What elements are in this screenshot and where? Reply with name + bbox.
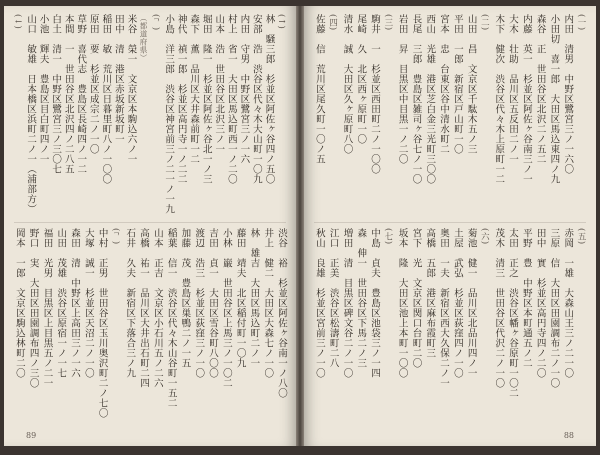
section-marker: (↑)	[276, 14, 286, 30]
directory-entry: 小林 巌 世田谷区上馬三ノ一〇二	[220, 228, 232, 388]
directory-entry: 藤田 靖夫 北区稲付町一〇九	[234, 228, 246, 368]
directory-entry: 高橋 祐一 品川区大井出石町二四	[138, 228, 150, 388]
left-page-number: 89	[26, 431, 37, 440]
directory-entry: 宮本 忠 台東区谷中清水町二	[438, 14, 450, 154]
directory-entry: 小田切 喜一郎 大田区馬込東四ノ九	[548, 14, 560, 184]
section-marker: (一)	[576, 14, 586, 31]
directory-entry: 駒井 一 杉並区西田町二ノ一〇〇	[369, 14, 381, 174]
directory-entry: 村上 省一 大田区馬込町西一ノ二〇	[225, 14, 237, 184]
directory-entry: 本間 一 世田谷区北沢四ノ二八五	[62, 14, 74, 174]
directory-entry: 神代 禎一郎 杉並区高円寺一ノ二二	[175, 14, 187, 184]
directory-entry: 渋谷 裕 杉並区阿佐ヶ谷南一ノ八〇	[276, 228, 287, 398]
directory-entry: 野口 実 大田区田園調布四ノ三〇	[27, 228, 39, 388]
section-marker: (↓)	[12, 14, 23, 30]
directory-entry: 小池 輝夫 豊島区目白町四ノ一	[37, 14, 49, 164]
directory-entry: 山田 茂雄 渋谷区原宿一ノ一七	[55, 228, 67, 378]
directory-entry: 林 雄吉 大田区馬込町二ノ一	[248, 228, 260, 368]
directory-entry: 江口 正美 渋谷区松濤町二八	[327, 228, 339, 368]
directory-entry: 菊池 健一 品川区北品川四ノ一	[465, 228, 477, 378]
directory-entry: 増田 清 目黒区碑文谷二ノ一〇	[341, 228, 353, 378]
directory-entry: 森田 清 中野区上高田三ノ一六	[69, 228, 81, 378]
directory-entry: 森下 薫 品川区大井森前町一二	[188, 14, 200, 164]
directory-entry: 森谷 正 世田谷区北沢二ノ五二	[534, 14, 546, 164]
section-marker: (二)	[479, 14, 490, 31]
directory-entry: 内田 清男 中野区鷺宮三ノ一六〇	[562, 14, 574, 174]
directory-entry: 佐藤 信 荒川区尾久町一〇ノ五	[313, 14, 325, 164]
directory-entry: 稲葉 信一 渋谷区代々木山谷町一五二	[165, 228, 177, 408]
book-gutter	[296, 6, 304, 446]
directory-entry: 秋山 良雄 杉並区宮前三ノ一〇	[313, 228, 325, 378]
directory-entry: 加藤 茂 豊島区巣鴨二ノ一五	[179, 228, 191, 368]
directory-entry: 木下 健次 渋谷区代々木上原町一二	[493, 14, 505, 184]
right-page-top-band	[312, 14, 588, 220]
directory-entry: 内田 守男 中野区鷺宮三ノ一六	[238, 14, 250, 164]
left-page	[4, 6, 296, 446]
directory-entry: 石井 久夫 新宿区下落合三ノ九	[124, 228, 136, 378]
directory-entry: 清水 誠 大田区久ヶ原町八〇	[341, 14, 353, 154]
section-marker: (四)	[327, 14, 338, 31]
band-divider	[14, 222, 286, 223]
section-marker: (ᄀ)	[110, 228, 121, 245]
directory-entry: 中村 正男 世田谷区玉川奥沢町二ノ七〇	[96, 228, 108, 418]
directory-entry: 高橋 五郎 港区麻布霞町三	[424, 228, 436, 358]
directory-entry: 奥田 一夫 新宿区西大久保二ノ一	[438, 228, 450, 388]
directory-entry: 平野 豊 中野区本町通五ノ二	[520, 228, 532, 368]
section-marker: (七)	[382, 228, 393, 245]
directory-entry: 福田 光男 目黒区上目黒五ノ二一	[41, 228, 53, 388]
directory-entry: 山田 昌 文京区千駄木五ノ三	[465, 14, 477, 154]
directory-entry: 山本 浩 世田谷区北沢三ノ一	[213, 14, 225, 154]
directory-entry: 森 伸一 世田谷区下馬二ノ三	[355, 228, 367, 368]
directory-entry: 尾崎 久 北区西ヶ原町一〇	[355, 14, 367, 144]
directory-entry: 渡辺 浩三 杉並区荻窪三ノ一〇	[193, 228, 205, 378]
directory-entry: 岩田 昇 目黒区中目黒一ノ二〇	[396, 14, 408, 164]
directory-entry: 平田 一郎 新宿区戸山町一〇	[451, 14, 463, 154]
section-marker: (ᄀ)	[150, 14, 161, 31]
directory-entry: 安部 浩 渋谷区代々木大山町一〇九	[250, 14, 262, 184]
directory-entry: 稲田 敏 荒川区日暮里町八ノ一〇〇	[100, 14, 112, 184]
directory-entry: 内藤 英一 杉並区阿佐ヶ谷南三ノ一	[520, 14, 532, 184]
right-page-bottom-band	[312, 228, 588, 434]
directory-entry: 大木 壮助 品川区五反田二ノ一	[507, 14, 519, 164]
directory-entry: 田中 清 港区赤坂新坂町一	[112, 14, 124, 144]
directory-entry: 岡本 一郎 文京区駒込林町二〇	[13, 228, 25, 378]
section-marker: (五)	[576, 228, 586, 245]
directory-entry: 米谷 榮一 文京区本駒込六ノ一	[125, 14, 137, 164]
directory-entry: 堀田 隆一 杉並区阿佐ヶ谷北一ノ三	[200, 14, 212, 184]
directory-entry: 土屋 武弘 杉並区荻窪四ノ一〇	[451, 228, 463, 378]
directory-entry: 小島 洋三郎 渋谷区神宮前三ノ二一ノ一九	[163, 14, 175, 214]
directory-entry: 坂本 隆 大田区池上本町一〇〇	[396, 228, 408, 378]
directory-entry: 太田 正之 渋谷区幡ヶ谷原町一〇二	[507, 228, 519, 398]
directory-entry: 宮下 光 文京区関口台町二〇	[410, 228, 422, 368]
left-page-top-band	[12, 14, 288, 220]
directory-entry: 大塚 誠一 杉並区天沼二ノ一〇	[82, 228, 94, 378]
directory-entry: 茂木 清三 世田谷区代沢二ノ一〇	[493, 228, 505, 388]
directory-entry: 中島 貞夫 豊島区池袋三ノ一四	[369, 228, 381, 378]
directory-entry: 草野 喜代志 豊島区長崎四ノ一二	[75, 14, 87, 174]
band-divider	[314, 222, 586, 223]
directory-entry: 三原 信 大田区田園調布二ノ一〇	[548, 228, 560, 388]
directory-entry: 吉田 貞一 大田区雪谷町八〇〇	[207, 228, 219, 378]
left-page-bottom-band	[12, 228, 288, 434]
directory-entry: 長尾 三郎 豊島区雑司ヶ谷七ノ一〇	[410, 14, 422, 184]
directory-entry: 林 騒三郎 杉並区阿佐ヶ谷四ノ五〇	[263, 14, 275, 184]
right-page	[304, 6, 596, 446]
directory-entry: 赤岡 一雄 大森山王三ノ二一〇	[562, 228, 574, 378]
directory-entry: 山口 敏雄 日本橋区浜町二ノ一（浦部方）	[25, 14, 37, 214]
section-marker: (三)	[382, 14, 393, 31]
section-note: （都道府県）	[138, 14, 148, 62]
directory-entry: 白土 清一 中野区鷺宮三ノ三〇七	[50, 14, 62, 174]
directory-entry: 西山 光雄 港区芝白金三光町三〇〇	[424, 14, 436, 184]
directory-entry: 原田 要 杉並区成宗二ノ一〇	[87, 14, 99, 154]
directory-entry: 井上 健二 大田区大森七ノ一〇	[262, 228, 274, 378]
directory-entry: 田中 實 杉並区高円寺四ノ二〇	[534, 228, 546, 378]
directory-entry: 山本 正吉 文京区小石川五ノ二六	[151, 228, 163, 388]
right-page-number: 88	[563, 431, 574, 440]
section-marker: (六)	[479, 228, 490, 245]
